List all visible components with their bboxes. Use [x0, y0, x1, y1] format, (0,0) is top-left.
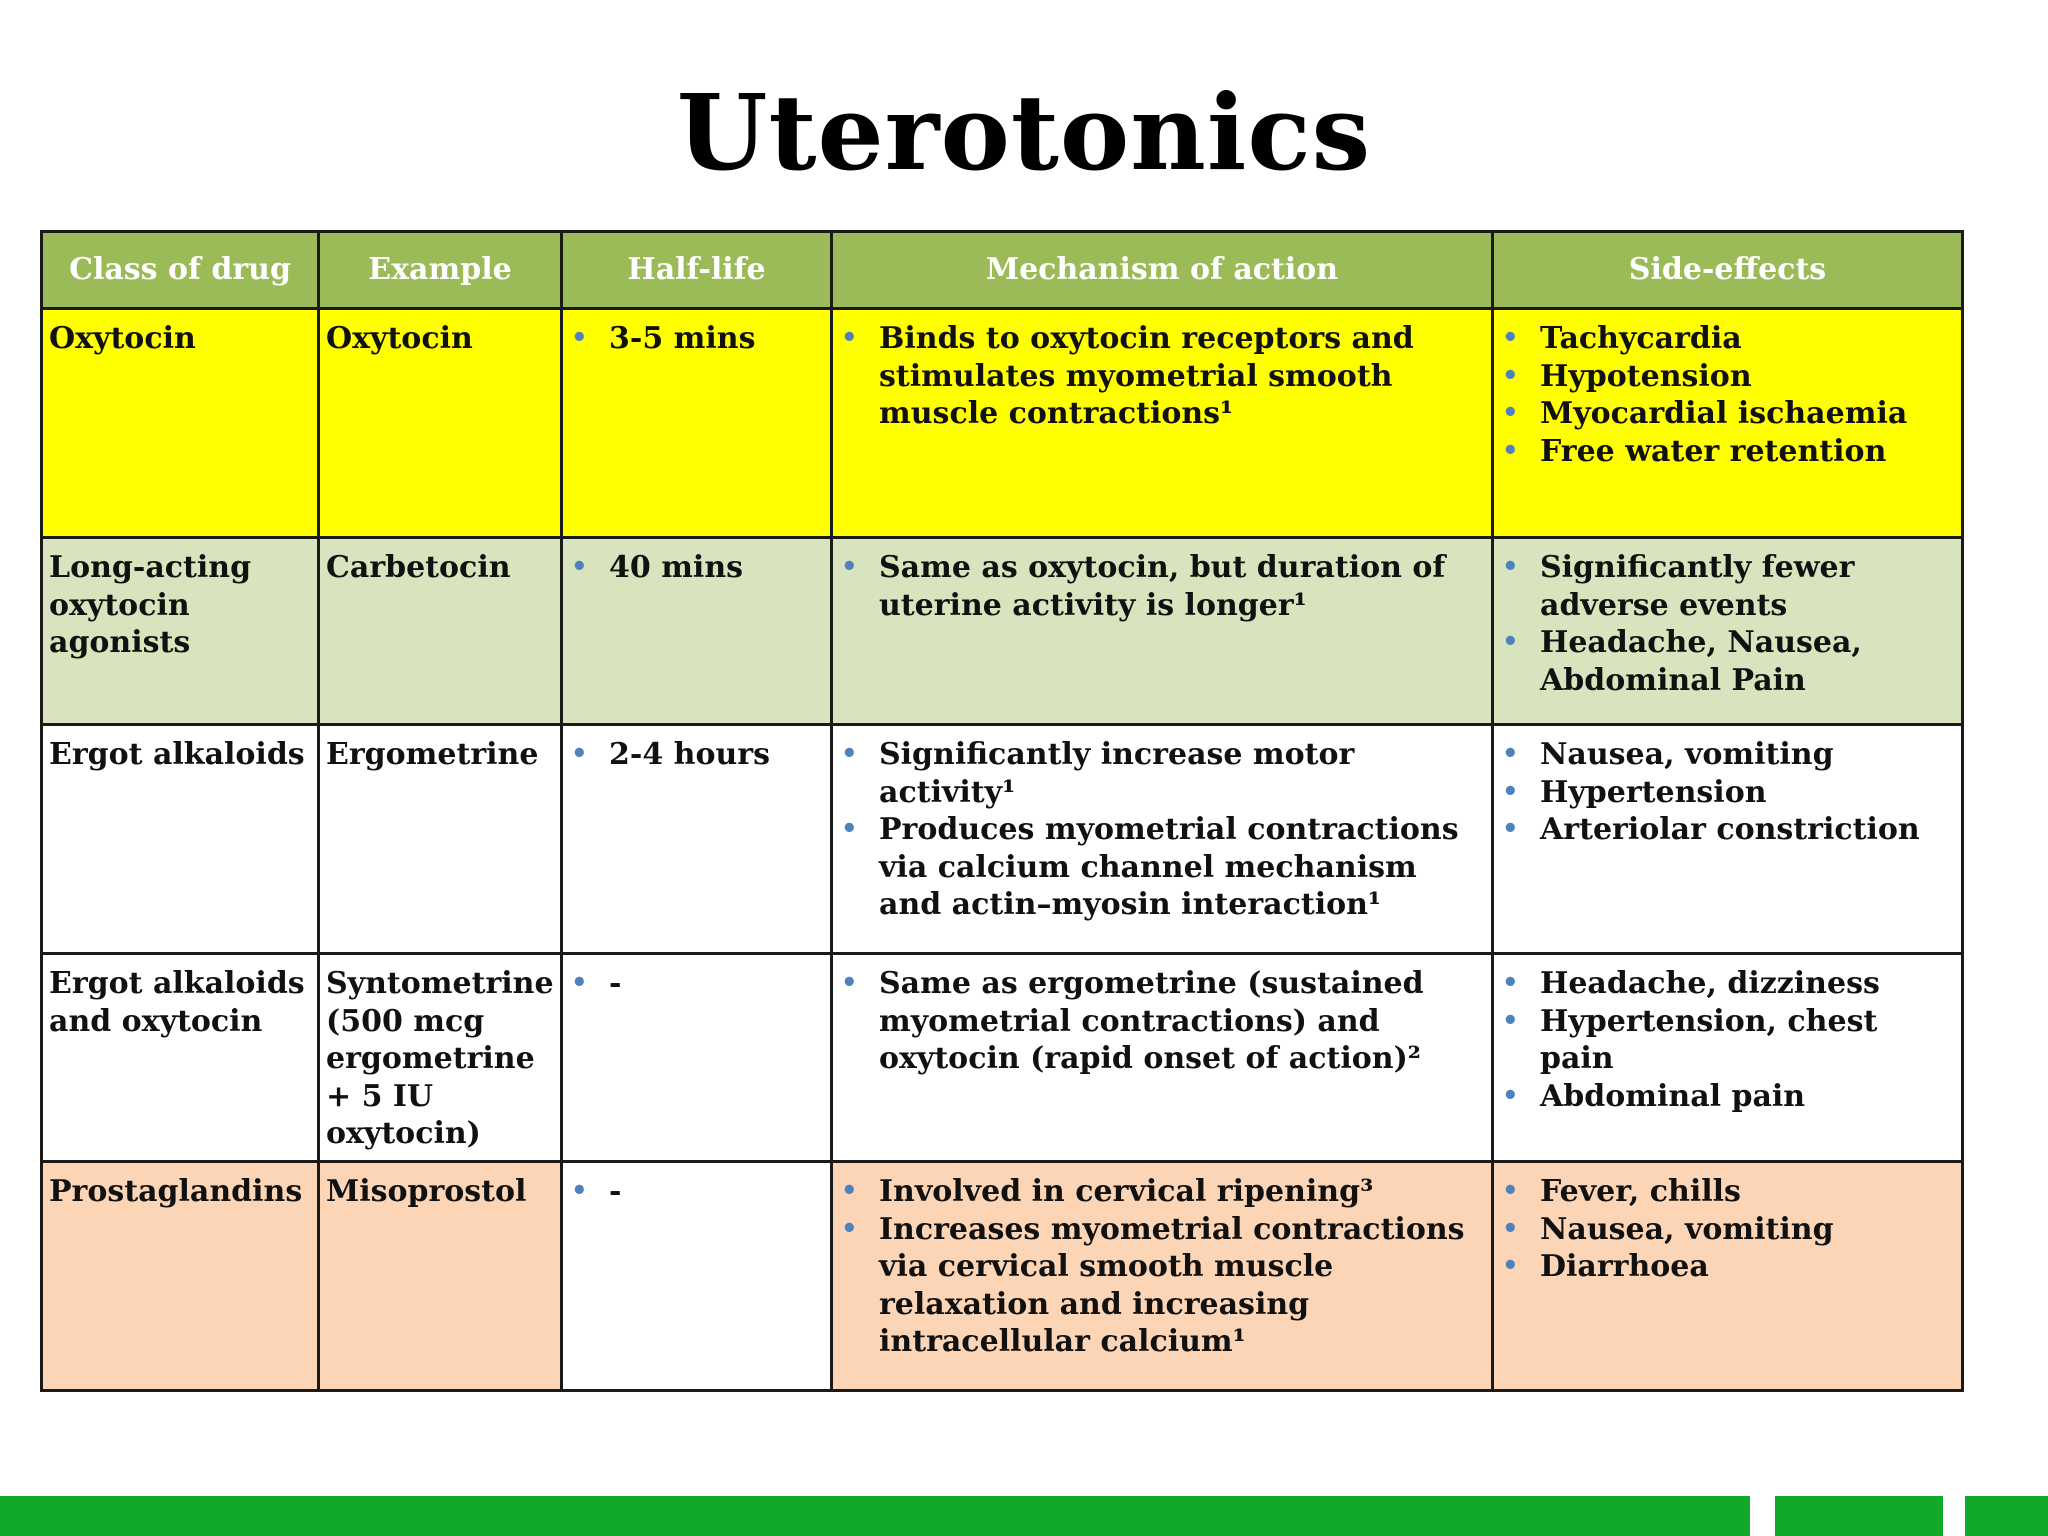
table-row-ergot-alkaloids-and-oxytocin	[42, 954, 1963, 1162]
half-life-item: • -	[569, 1173, 824, 1211]
cell-mechanism	[832, 954, 1493, 1162]
cell-example: Carbetocin	[319, 538, 562, 725]
side-effect-item: • Fever, chills	[1500, 1173, 1955, 1211]
cell-mechanism	[832, 725, 1493, 954]
footer-bar-block	[1775, 1496, 1943, 1536]
footer-bar-end	[1965, 1496, 2048, 1536]
mechanism-item: • Same as oxytocin, but duration of uterine activity is longer¹	[839, 549, 1485, 624]
cell-example: Syntometrine (500 mcg ergometrine + 5 IU oxytocin)	[319, 954, 562, 1162]
mechanism-item: • Same as ergometrine (sustained myometrial contractions) and oxytocin (rapid onset of action)²	[839, 965, 1485, 1078]
side-effect-item: • Myocardial ischaemia	[1500, 395, 1955, 433]
mechanism-item: • Produces myometrial contractions via calcium channel mechanism and actin–myosin interaction¹	[839, 811, 1485, 924]
cell-example: Misoprostol	[319, 1162, 562, 1391]
table-row-oxytocin	[42, 309, 1963, 538]
cell-side-effects	[1493, 309, 1963, 538]
half-life-item: • 2-4 hours	[569, 736, 824, 774]
mechanism-item: • Binds to oxytocin receptors and stimulates myometrial smooth muscle contractions¹	[839, 320, 1485, 433]
cell-class: Long-acting oxytocin agonists	[42, 538, 319, 725]
mechanism-item: • Increases myometrial contractions via cervical smooth muscle relaxation and increasing intracellular calcium¹	[839, 1211, 1485, 1361]
side-effect-item: • Hypertension, chest pain	[1500, 1003, 1955, 1078]
cell-half-life	[562, 309, 832, 538]
cell-class: Ergot alkaloids	[42, 725, 319, 954]
side-effect-item: • Headache, Nausea, Abdominal Pain	[1500, 624, 1955, 699]
side-effect-item: • Arteriolar constriction	[1500, 811, 1955, 849]
cell-side-effects	[1493, 725, 1963, 954]
table-row-long-acting-oxytocin-agonists	[42, 538, 1963, 725]
mechanism-item: • Involved in cervical ripening³	[839, 1173, 1485, 1211]
footer-bar-main	[0, 1496, 1750, 1536]
cell-class: Oxytocin	[42, 309, 319, 538]
side-effect-item: • Hypertension	[1500, 774, 1955, 812]
half-life-item: • 40 mins	[569, 549, 824, 587]
mechanism-item: • Significantly increase motor activity¹	[839, 736, 1485, 811]
half-life-item: • -	[569, 965, 824, 1003]
header-class-of-drug: Class of drug	[42, 232, 319, 309]
cell-half-life	[562, 954, 832, 1162]
uterotonics-table	[40, 230, 1964, 1392]
table-header-row	[42, 232, 1963, 309]
cell-mechanism	[832, 1162, 1493, 1391]
side-effect-item: • Headache, dizziness	[1500, 965, 1955, 1003]
side-effect-item: • Nausea, vomiting	[1500, 1211, 1955, 1249]
cell-mechanism	[832, 538, 1493, 725]
side-effect-item: • Abdominal pain	[1500, 1078, 1955, 1116]
header-side-effects: Side-effects	[1493, 232, 1963, 309]
cell-class: Prostaglandins	[42, 1162, 319, 1391]
side-effect-item: • Free water retention	[1500, 433, 1955, 471]
cell-example: Ergometrine	[319, 725, 562, 954]
cell-side-effects	[1493, 954, 1963, 1162]
header-example: Example	[319, 232, 562, 309]
header-half-life: Half-life	[562, 232, 832, 309]
cell-example: Oxytocin	[319, 309, 562, 538]
side-effect-item: • Tachycardia	[1500, 320, 1955, 358]
side-effect-item: • Nausea, vomiting	[1500, 736, 1955, 774]
side-effect-item: • Hypotension	[1500, 358, 1955, 396]
side-effect-item: • Significantly fewer adverse events	[1500, 549, 1955, 624]
table-row-ergot-alkaloids	[42, 725, 1963, 954]
cell-class: Ergot alkaloids and oxytocin	[42, 954, 319, 1162]
header-mechanism: Mechanism of action	[832, 232, 1493, 309]
cell-half-life	[562, 725, 832, 954]
half-life-item: • 3-5 mins	[569, 320, 824, 358]
table-row-prostaglandins	[42, 1162, 1963, 1391]
cell-side-effects	[1493, 538, 1963, 725]
cell-mechanism	[832, 309, 1493, 538]
side-effect-item: • Diarrhoea	[1500, 1248, 1955, 1286]
cell-half-life	[562, 538, 832, 725]
cell-side-effects	[1493, 1162, 1963, 1391]
cell-half-life	[562, 1162, 832, 1391]
slide-title: Uterotonics	[676, 71, 1372, 194]
